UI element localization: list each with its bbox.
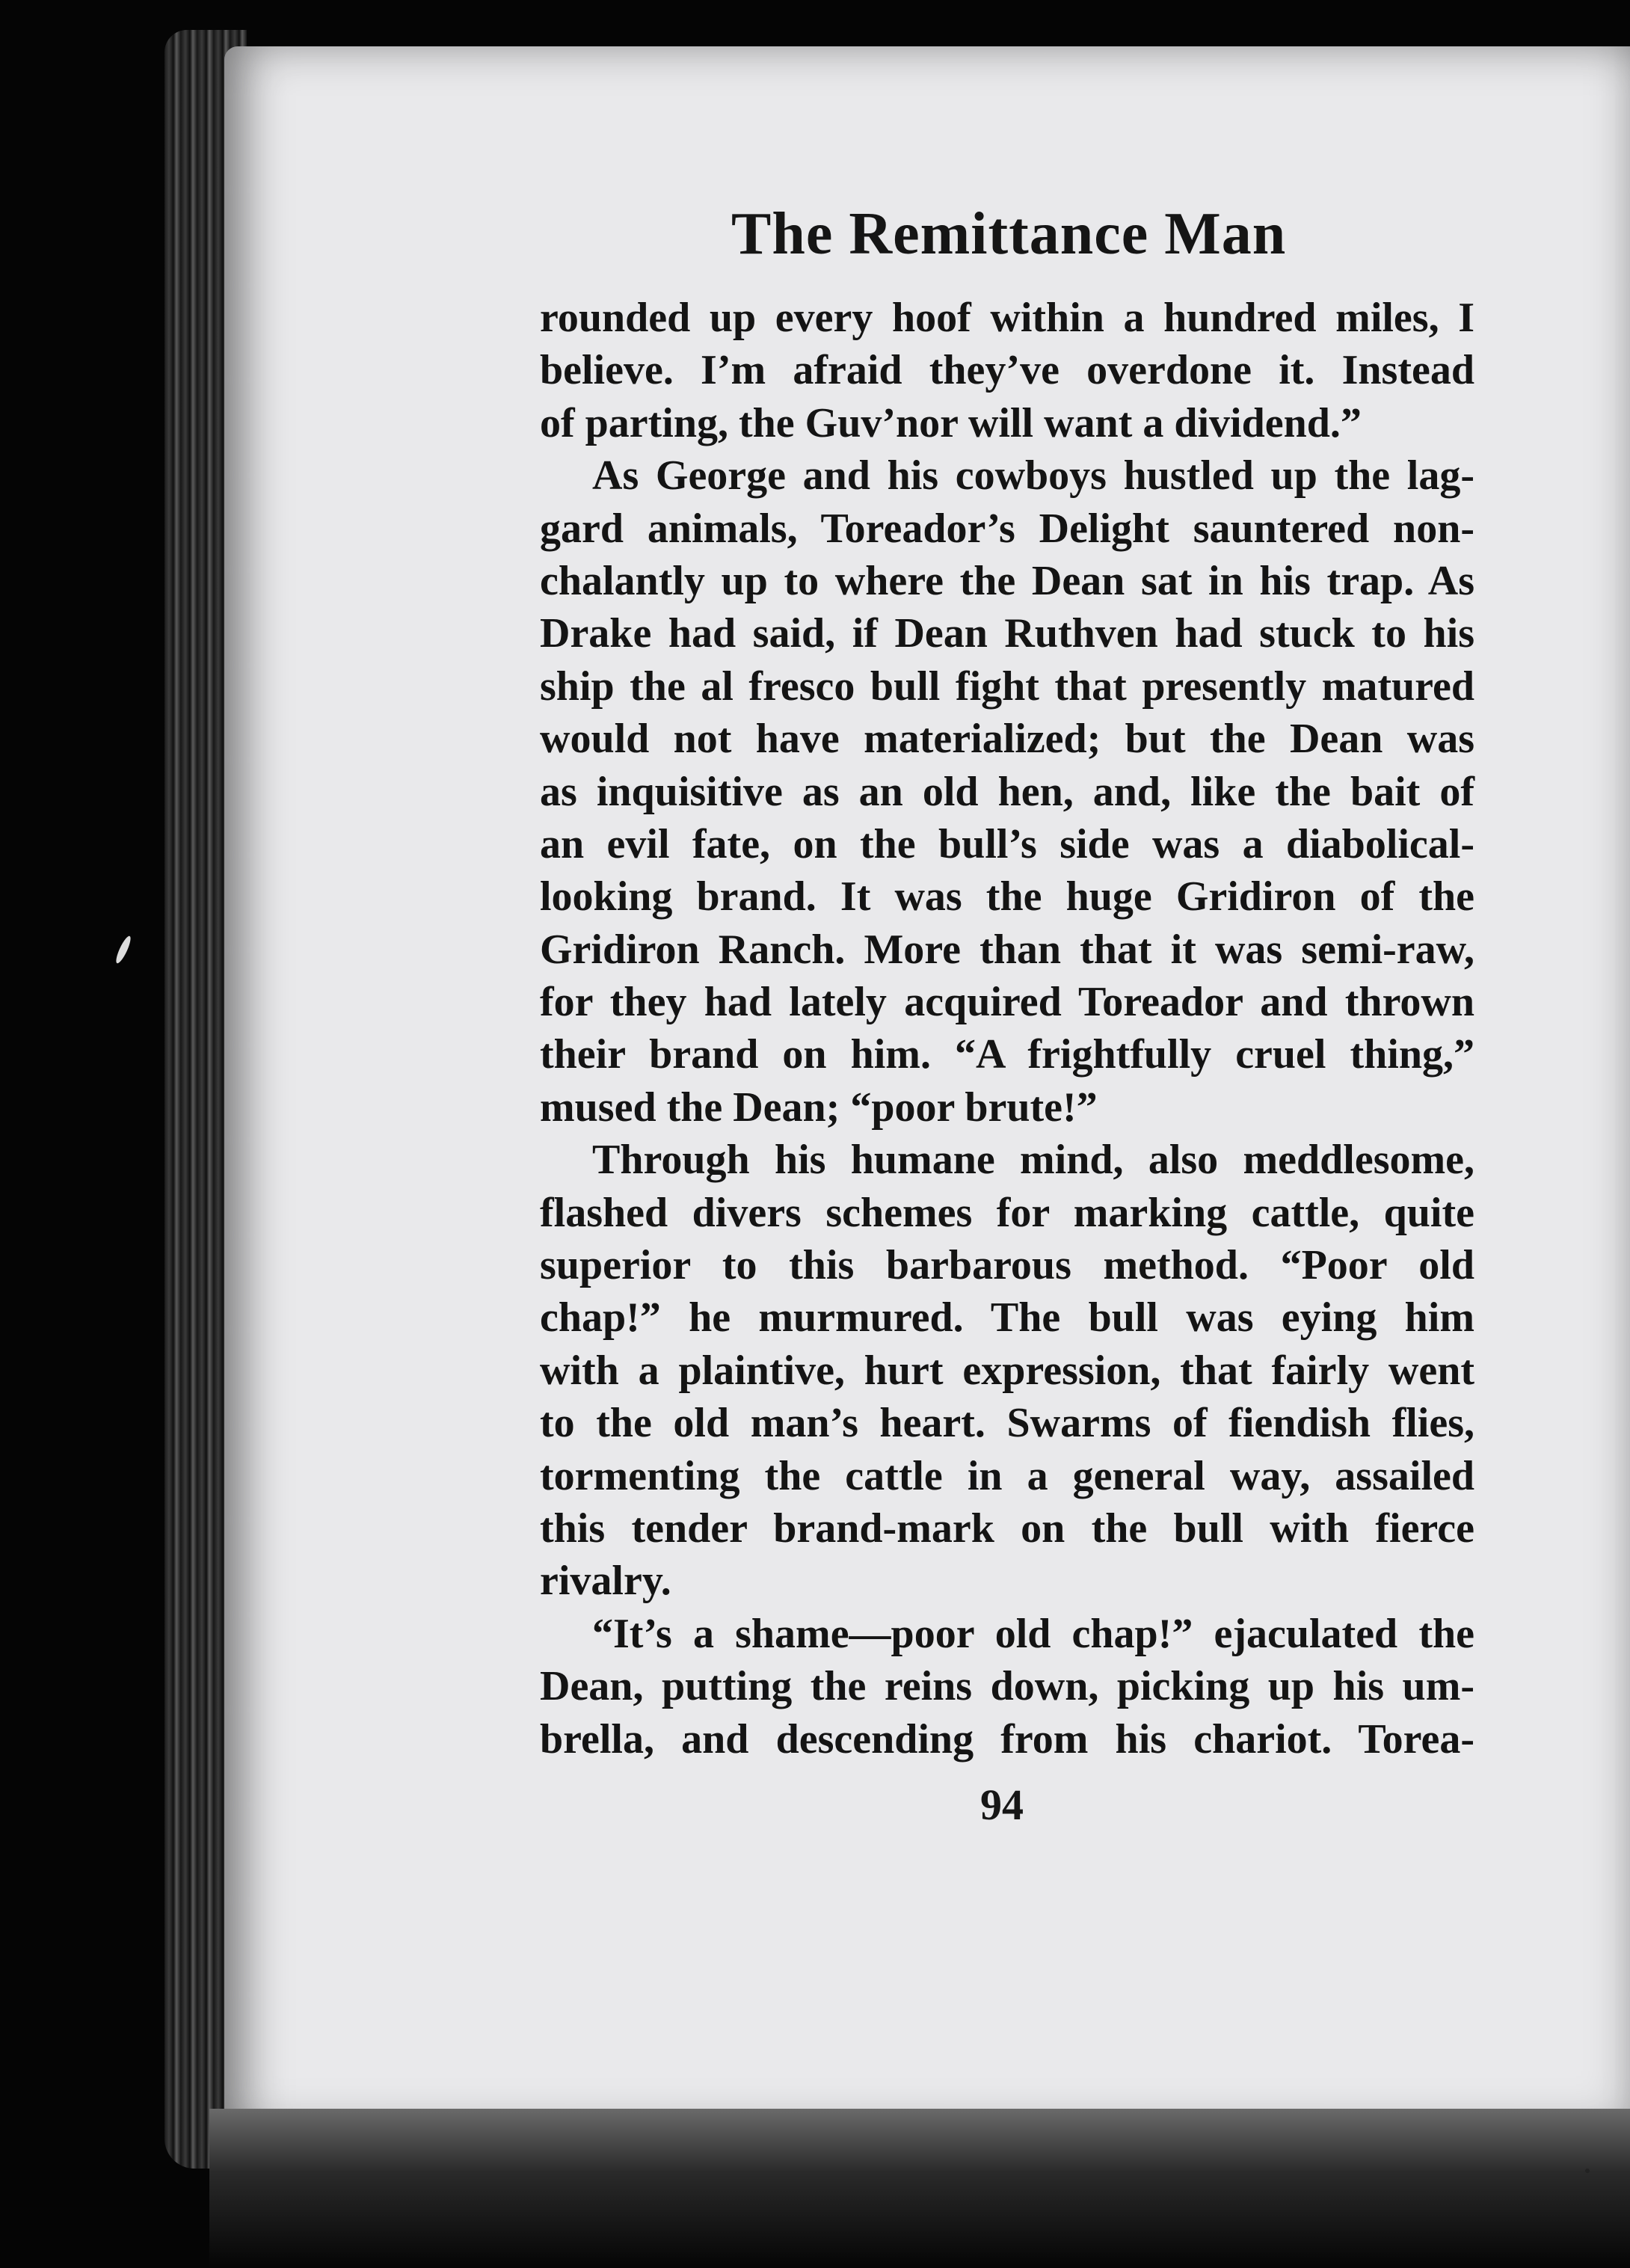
text-line: with a plaintive, hurt expression, that fairly went	[540, 1347, 1474, 1394]
text-line: Dean, putting the reins down, picking up his um-	[540, 1663, 1474, 1710]
text-line: looking brand. It was the huge Gridiron of the	[540, 873, 1474, 921]
text-line: an evil fate, on the bull’s side was a diabolical-	[540, 820, 1474, 867]
text-line: chap!” he murmured. The bull was eying him	[540, 1294, 1474, 1342]
text-line: gard animals, Toreador’s Delight sauntered non-	[540, 505, 1474, 552]
text-line: “It’s a shame—poor old chap!” ejaculated the	[592, 1610, 1474, 1657]
text-line: rounded up every hoof within a hundred miles, I	[540, 295, 1474, 341]
text-line: this tender brand-mark on the bull with fierce	[540, 1505, 1474, 1552]
text-line: Through his humane mind, also meddlesome,	[592, 1137, 1474, 1184]
text-line: flashed divers schemes for marking cattle, quite	[540, 1189, 1474, 1236]
scan-speck	[114, 935, 133, 965]
text-line: believe. I’m afraid they’ve overdone it. Instead	[540, 347, 1474, 394]
text-line: Gridiron Ranch. More than that it was semi-raw,	[540, 926, 1474, 973]
text-line: Drake had said, if Dean Ruthven had stuck to his	[540, 610, 1474, 657]
running-head: The Remittance Man	[731, 201, 1287, 267]
text-line: of parting, the Guv’nor will want a dividend.”	[540, 399, 1362, 446]
scan-speck	[1585, 2169, 1590, 2173]
text-line: as inquisitive as an old hen, and, like the bait of	[540, 768, 1474, 815]
text-line: As George and his cowboys hustled up the lag-	[592, 452, 1474, 500]
text-line: for they had lately acquired Toreador and thrown	[540, 979, 1474, 1026]
text-line: to the old man’s heart. Swarms of fiendish flies,	[540, 1400, 1474, 1447]
text-line: rivalry.	[540, 1558, 671, 1605]
text-line: chalantly up to where the Dean sat in his trap. As	[540, 557, 1474, 604]
text-line: superior to this barbarous method. “Poor old	[540, 1242, 1474, 1289]
body-text	[540, 292, 1474, 1765]
text-line: would not have materialized; but the Dean was	[540, 716, 1474, 763]
text-line: ship the al fresco bull fight that presently matured	[540, 663, 1474, 710]
page-bottom-shadow	[209, 2109, 1630, 2268]
text-line: tormenting the cattle in a general way, assailed	[540, 1452, 1474, 1499]
text-line: mused the Dean; “poor brute!”	[540, 1084, 1098, 1131]
text-line: their brand on him. “A frightfully cruel thing,”	[540, 1031, 1474, 1078]
page-number: 94	[980, 1780, 1024, 1829]
text-line: brella, and descending from his chariot. Torea-	[540, 1715, 1474, 1763]
